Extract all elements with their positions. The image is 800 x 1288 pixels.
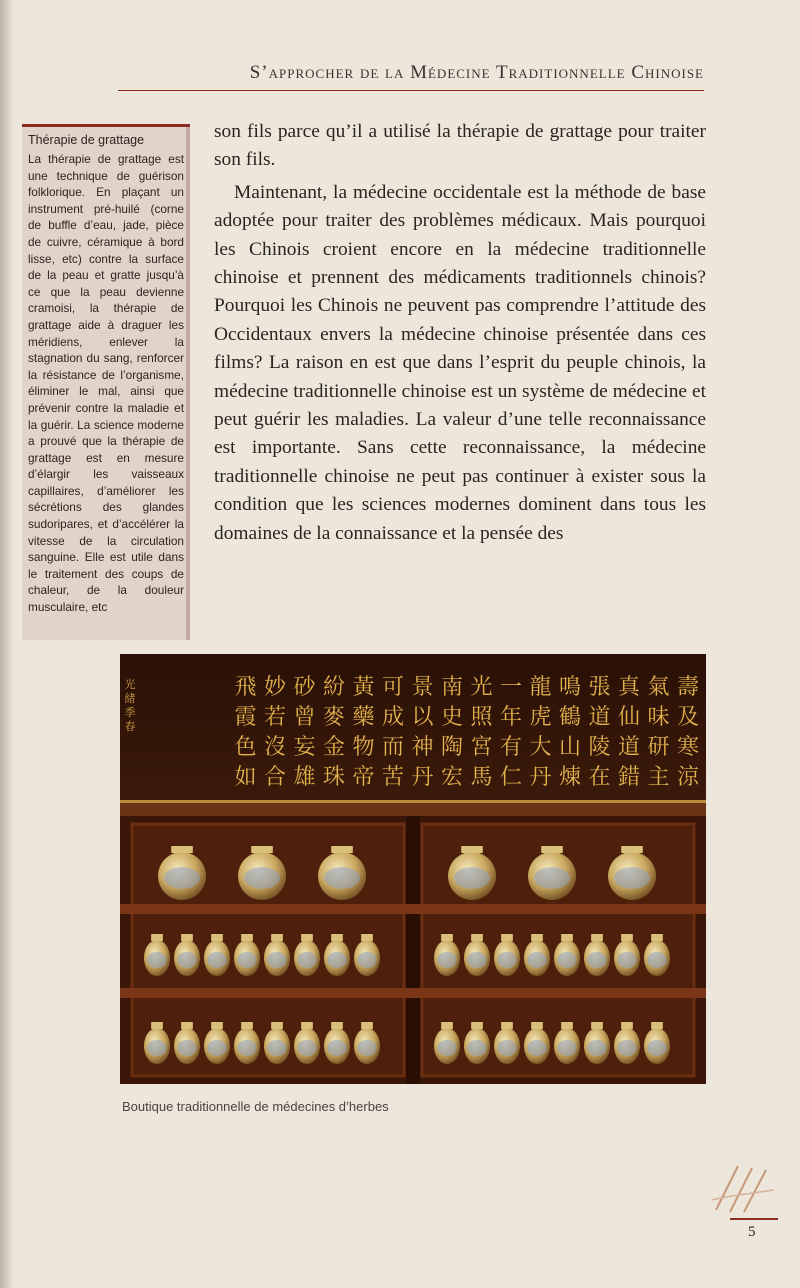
- signboard-character: 霞: [234, 705, 257, 730]
- jar-lid: [151, 1022, 163, 1029]
- signboard-signature-character: 緒: [124, 692, 136, 705]
- signboard-character: 研: [647, 735, 670, 760]
- signboard-character: 錯: [617, 765, 641, 790]
- signboard-character: 妙: [263, 675, 287, 700]
- signboard-signature-character: 季: [124, 706, 136, 719]
- jar-lid: [331, 846, 353, 853]
- signboard-character: 鳴: [558, 675, 582, 700]
- signboard-character: 物: [352, 735, 375, 760]
- signboard-character: 鶴: [558, 705, 582, 730]
- signboard-gilt-edge: [120, 800, 706, 803]
- signboard-character: 而: [381, 735, 405, 760]
- signboard-character: 砂: [293, 675, 316, 700]
- jar-blue-glaze: [147, 1040, 167, 1056]
- jar-blue-glaze: [647, 952, 667, 968]
- jar-blue-glaze: [357, 952, 377, 968]
- signboard-character: 成: [381, 705, 405, 730]
- jar-lid: [621, 934, 633, 941]
- signboard-character: 黃: [352, 675, 375, 700]
- jar-lid: [561, 1022, 573, 1029]
- signboard-character: 煉: [558, 765, 582, 790]
- jar-lid: [471, 934, 483, 941]
- jar-lid: [621, 846, 643, 853]
- paragraph-1: son fils parce qu’il a utilisé la thérapie de grattage pour traiter son fils.: [214, 121, 706, 171]
- jar-blue-glaze: [237, 952, 257, 968]
- signboard-character: 涼: [676, 765, 700, 790]
- signboard-character: 麥: [322, 705, 346, 730]
- jar-lid: [271, 1022, 283, 1029]
- signboard-character: 味: [647, 705, 670, 730]
- jar-blue-glaze: [324, 867, 360, 889]
- jar-lid: [501, 1022, 513, 1029]
- jar-blue-glaze: [237, 1040, 257, 1056]
- sidebar-body: La thérapie de grattage est une technique de guérison folklorique. En plaçant un instrument pré-huilé (corne de buffle d’eau, jade, pièce de cuivre, céramique à bord lisse, etc) contre la surface de la peau et gratte jusqu’à ce que la peau devienne cramoisi, la thérapie de grattage aide à draguer les méridiens, enlever la stagnation du sang, renforcer la résistance de l’organisme, éliminer le mal, ainsi que prévenir contre la maladie et la guérir. La science moderne a prouvé que la thérapie de grattage est en mesure d’élargir les vaisseaux capillaires, d’améliorer les sécrétions des glandes sudoripares, et d’accélérer la vitesse de la circulation sanguine. Elle est utile dans le traitement des coups de chaleur, de la douleur musculaire, etc: [28, 152, 184, 615]
- signboard-character: 飛: [234, 675, 257, 700]
- signboard-character: 景: [411, 675, 434, 700]
- jar-blue-glaze: [617, 1040, 637, 1056]
- jar-lid: [441, 1022, 453, 1029]
- jar-blue-glaze: [497, 952, 517, 968]
- jar-blue-glaze: [244, 867, 280, 889]
- jar-blue-glaze: [207, 1040, 227, 1056]
- jar-blue-glaze: [534, 867, 570, 889]
- jar-lid: [651, 1022, 663, 1029]
- jar-blue-glaze: [177, 952, 197, 968]
- jar-lid: [531, 934, 543, 941]
- jar-lid: [211, 934, 223, 941]
- signboard-character: 合: [263, 765, 287, 790]
- jar-lid: [501, 934, 513, 941]
- signboard-character: 光: [470, 675, 493, 700]
- jar-lid: [331, 1022, 343, 1029]
- signboard-character: 馬: [470, 765, 493, 790]
- signboard-character: 金: [322, 735, 346, 760]
- signboard-character: 寒: [676, 735, 700, 760]
- signboard-character: 張: [588, 675, 611, 700]
- jar-lid: [271, 934, 283, 941]
- jar-blue-glaze: [497, 1040, 517, 1056]
- signboard-character: 苦: [381, 765, 405, 790]
- jar-lid: [211, 1022, 223, 1029]
- jar-blue-glaze: [467, 1040, 487, 1056]
- jar-lid: [171, 846, 193, 853]
- jar-blue-glaze: [327, 952, 347, 968]
- signboard-character: 可: [381, 675, 405, 700]
- jar-blue-glaze: [327, 1040, 347, 1056]
- jar-blue-glaze: [437, 952, 457, 968]
- signboard-character: 氣: [647, 675, 670, 700]
- signboard-character: 以: [411, 705, 434, 730]
- jar-lid: [151, 934, 163, 941]
- jar-blue-glaze: [297, 952, 317, 968]
- jar-blue-glaze: [557, 952, 577, 968]
- jar-blue-glaze: [267, 952, 287, 968]
- brush-stroke-ornament: [708, 1160, 778, 1216]
- signboard-character: 曾: [293, 705, 316, 730]
- jar-lid: [541, 846, 563, 853]
- jar-blue-glaze: [297, 1040, 317, 1056]
- jar-blue-glaze: [454, 867, 490, 889]
- jar-blue-glaze: [647, 1040, 667, 1056]
- jar-blue-glaze: [207, 952, 227, 968]
- signboard-character: 壽: [676, 675, 700, 700]
- jar-blue-glaze: [617, 952, 637, 968]
- jar-blue-glaze: [527, 952, 547, 968]
- signboard-character: 仁: [499, 765, 523, 790]
- signboard-character: 陵: [588, 735, 611, 760]
- jar-lid: [471, 1022, 483, 1029]
- signboard-character: 如: [234, 765, 257, 790]
- photo-caption: Boutique traditionnelle de médecines d’herbes: [122, 1099, 389, 1114]
- signboard-character: 妄: [293, 735, 316, 760]
- signboard-character: 珠: [322, 765, 346, 790]
- signboard-character: 大: [529, 735, 552, 760]
- paragraph-2: Maintenant, la médecine occidentale est la méthode de base adoptée pour traiter des problèmes médicaux. Mais pourquoi les Chinois croient encore en la médecine traditionnelle chinoise et prennent des médicaments traditionnels chinois? Pourquoi les Chinois ne peuvent pas comprendre l’attitude des Occidentaux envers la médecine chinoise présentée dans ces films? La raison en est que dans l’esprit du peuple chinois, la médecine traditionnelle chinoise est un système de médecine et peut guérir les maladies. La valeur d’une telle reconnaissance est importante. Sans cette reconnaissance, la médecine traditionnelle chinoise ne peut pas continuer à exister sous la condition que les sciences modernes dominent dans tous les domaines de la connaissance et la pensée des: [214, 181, 706, 544]
- signboard-character: 主: [647, 765, 670, 790]
- main-text: [214, 118, 706, 548]
- jar-lid: [241, 934, 253, 941]
- jar-lid: [181, 934, 193, 941]
- signboard-character: 山: [558, 735, 582, 760]
- jar-blue-glaze: [147, 952, 167, 968]
- signboard-character: 宮: [470, 735, 493, 760]
- signboard-character: 神: [411, 735, 434, 760]
- signboard-character: 帝: [352, 765, 375, 790]
- signboard-character: 及: [676, 705, 700, 730]
- page-number: 5: [748, 1224, 756, 1240]
- jar-lid: [591, 934, 603, 941]
- header-rule: [118, 90, 704, 91]
- jar-lid: [301, 1022, 313, 1029]
- signboard-signature-character: 春: [124, 720, 136, 733]
- jar-lid: [251, 846, 273, 853]
- signboard-character: 照: [470, 705, 493, 730]
- jar-blue-glaze: [467, 952, 487, 968]
- signboard-character: 真: [617, 675, 641, 700]
- jar-lid: [561, 934, 573, 941]
- cabinet-divider: [406, 816, 420, 1084]
- jar-blue-glaze: [164, 867, 200, 889]
- jar-lid: [241, 1022, 253, 1029]
- signboard-character: 年: [499, 705, 523, 730]
- jar-lid: [621, 1022, 633, 1029]
- jar-lid: [301, 934, 313, 941]
- signboard-character: 虎: [529, 705, 552, 730]
- signboard-character: 沒: [263, 735, 287, 760]
- jar-lid: [591, 1022, 603, 1029]
- signboard-character: 龍: [529, 675, 552, 700]
- jar-lid: [181, 1022, 193, 1029]
- signboard-character: 一: [499, 675, 523, 700]
- jar-lid: [361, 934, 373, 941]
- jar-blue-glaze: [587, 1040, 607, 1056]
- jar-blue-glaze: [357, 1040, 377, 1056]
- signboard-character: 道: [588, 705, 611, 730]
- jar-blue-glaze: [177, 1040, 197, 1056]
- signboard-character: 在: [588, 765, 611, 790]
- jar-blue-glaze: [587, 952, 607, 968]
- sidebar-top-rule: [22, 124, 190, 127]
- jar-blue-glaze: [557, 1040, 577, 1056]
- herbal-shop-illustration: [120, 654, 706, 1084]
- signboard-character: 道: [617, 735, 641, 760]
- signboard-character: 若: [263, 705, 287, 730]
- signboard-character: 丹: [529, 765, 552, 790]
- page-gutter-shadow: [0, 0, 14, 1288]
- signboard-character: 丹: [411, 765, 434, 790]
- sidebar-box: [22, 124, 190, 640]
- signboard-character: 陶: [440, 735, 464, 760]
- signboard-character: 藥: [352, 705, 375, 730]
- jar-lid: [441, 934, 453, 941]
- jar-lid: [331, 934, 343, 941]
- signboard-character: 南: [440, 675, 464, 700]
- shelf-2: [120, 988, 706, 998]
- jar-lid: [461, 846, 483, 853]
- jar-blue-glaze: [437, 1040, 457, 1056]
- signboard-character: 史: [440, 705, 464, 730]
- signboard-character: 雄: [293, 765, 316, 790]
- signboard-character: 宏: [440, 765, 464, 790]
- signboard-character: 有: [499, 735, 523, 760]
- signboard-character: 紛: [322, 675, 346, 700]
- running-header: S’approcher de la Médecine Traditionnelle Chinoise: [249, 62, 704, 83]
- jar-blue-glaze: [267, 1040, 287, 1056]
- herbal-shop-photo: [120, 654, 706, 1084]
- jar-lid: [651, 934, 663, 941]
- jar-lid: [531, 1022, 543, 1029]
- jar-lid: [361, 1022, 373, 1029]
- shelf-1: [120, 904, 706, 914]
- signboard-character: 仙: [617, 705, 641, 730]
- signboard-signature-character: 光: [124, 678, 136, 691]
- page-number-rule: [730, 1218, 778, 1220]
- jar-blue-glaze: [527, 1040, 547, 1056]
- sidebar-title: Thérapie de grattage: [28, 133, 145, 147]
- signboard-character: 色: [234, 735, 257, 760]
- jar-blue-glaze: [614, 867, 650, 889]
